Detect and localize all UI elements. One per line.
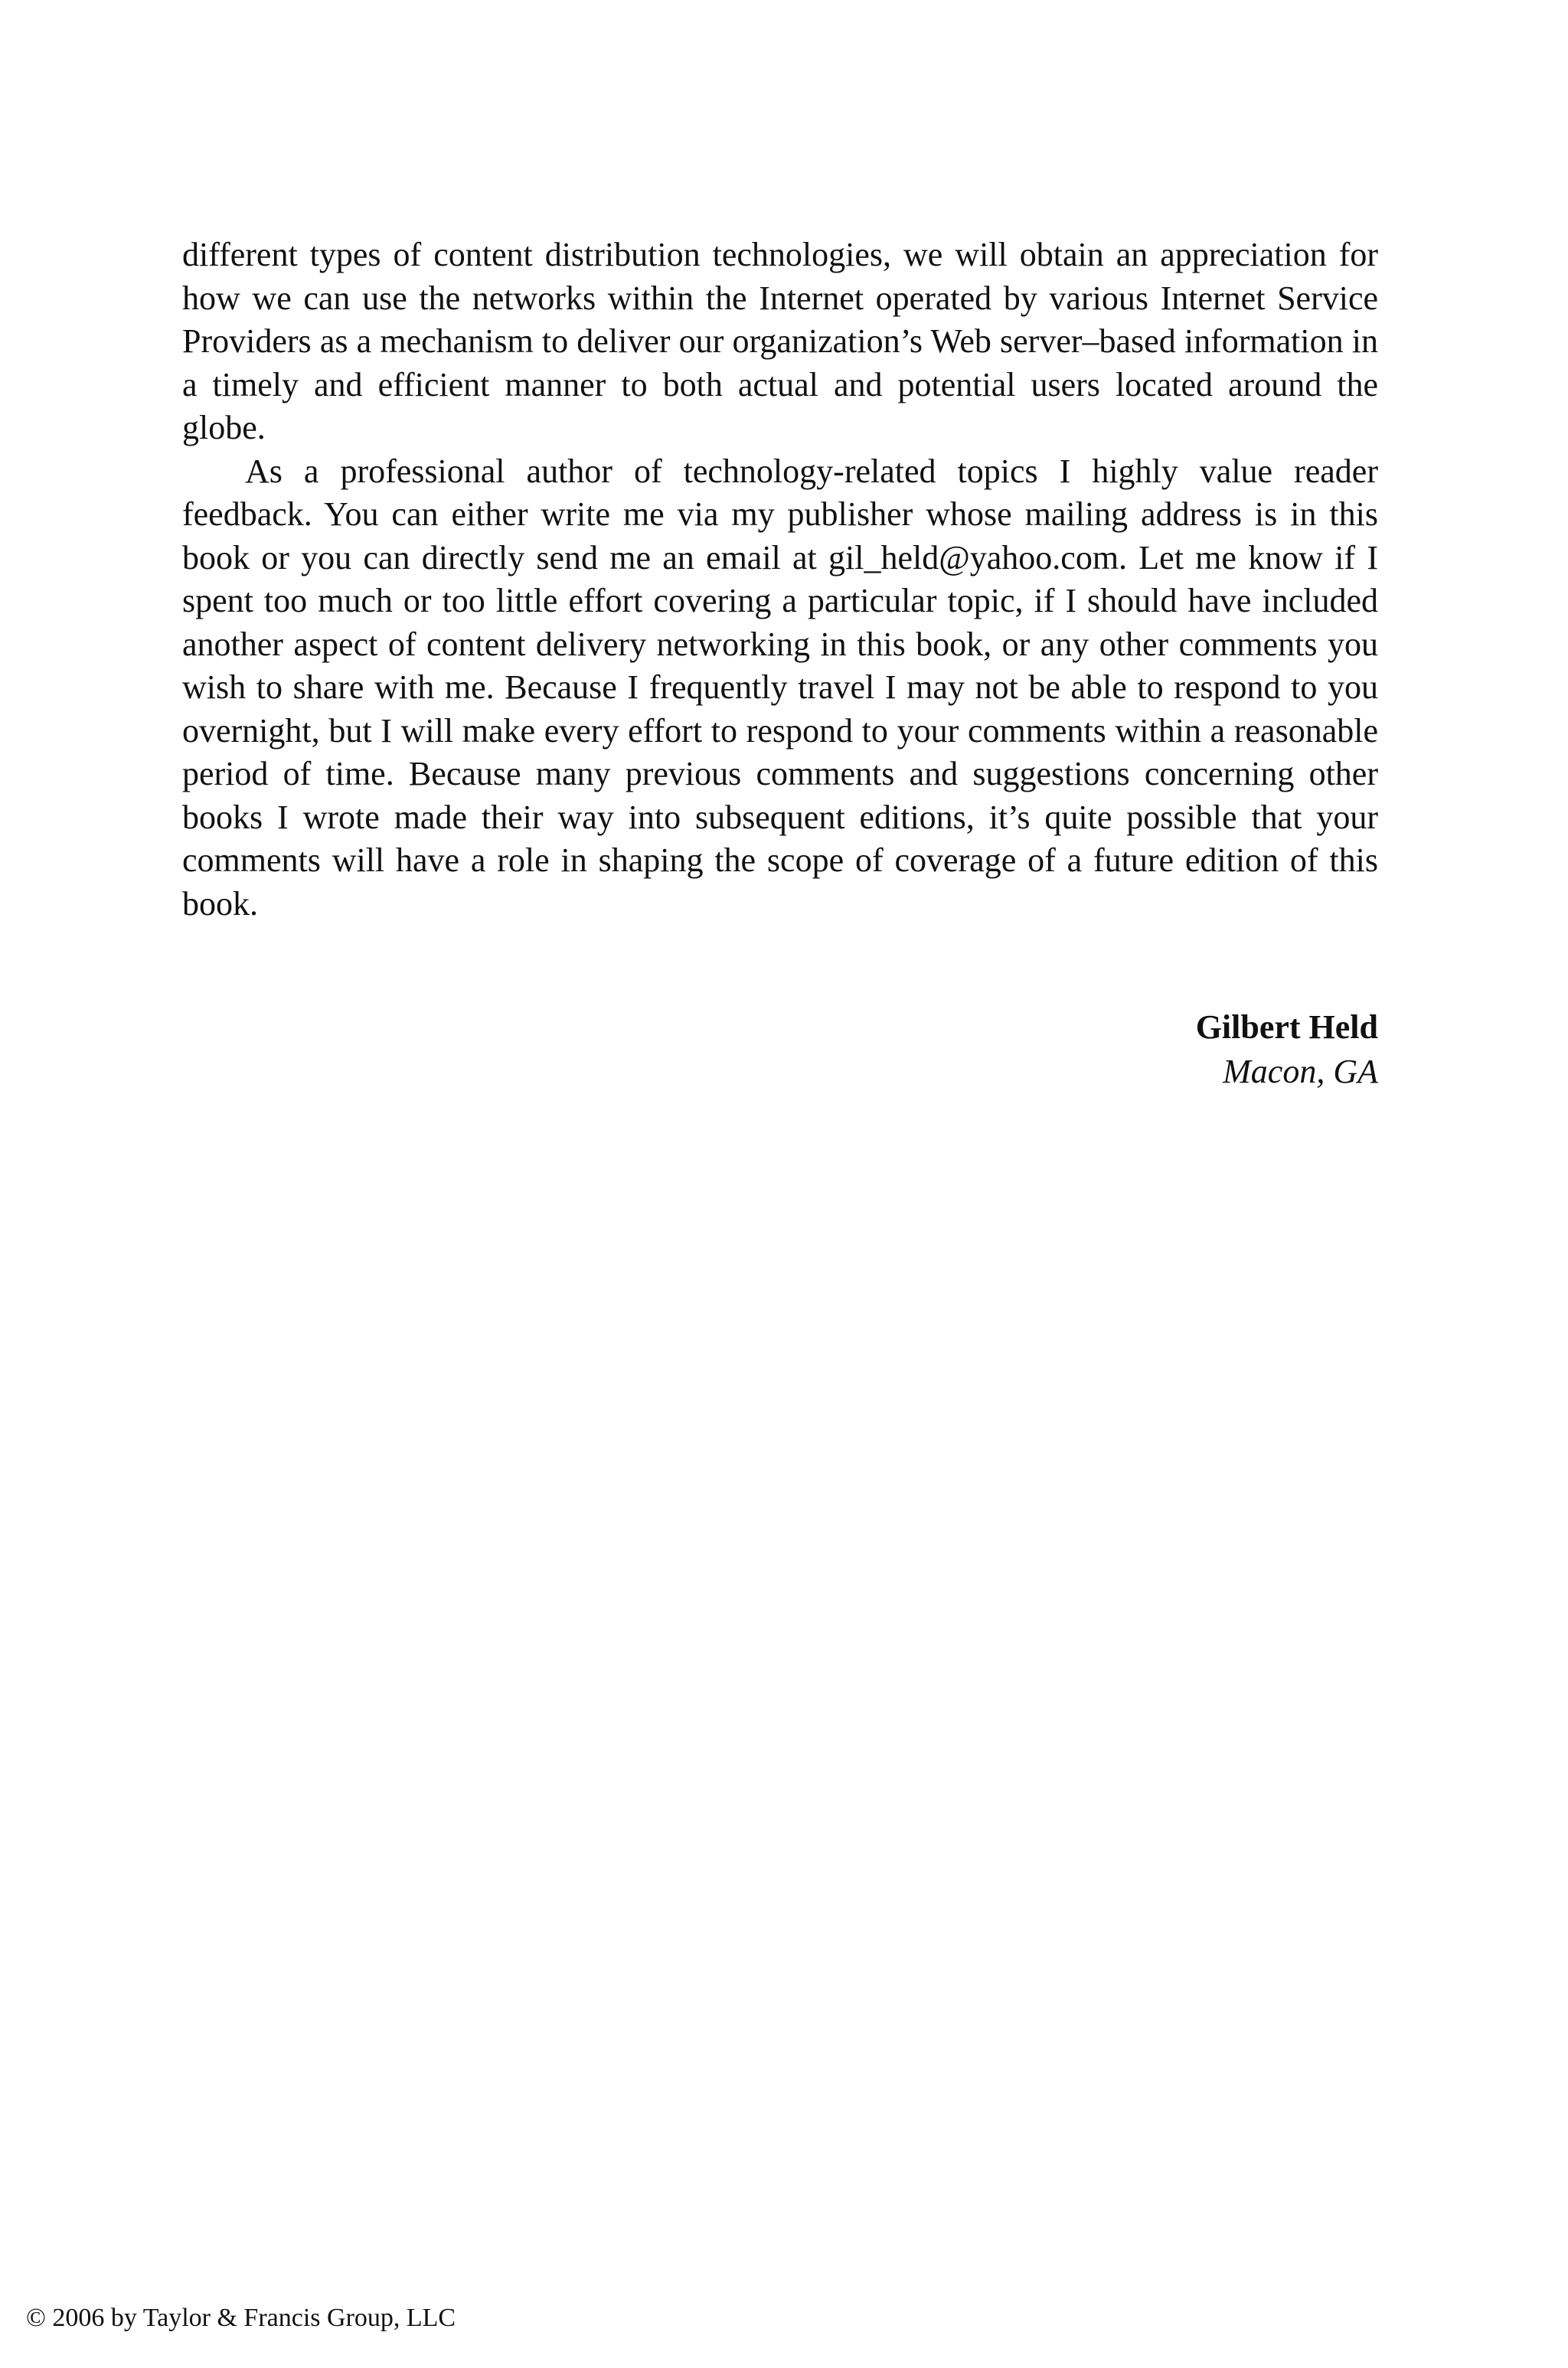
author-name: Gilbert Held <box>1195 1008 1378 1046</box>
signature-block <box>182 1005 1378 1094</box>
copyright-footer: © 2006 by Taylor & Francis Group, LLC <box>26 2304 456 2332</box>
body-text <box>182 234 1378 926</box>
author-location: Macon, GA <box>1223 1053 1378 1090</box>
paragraph-feedback: As a professional author of technology-related topics I highly value reader feedback. You can either write me via my publisher whose mailing address is in this book or you can directly send me an email at gil_held@yahoo.com. Let me know if I spent too much or too little effort covering a particular topic, if I should have included another aspect of content delivery networking in this book, or any other comments you wish to share with me. Because I frequently travel I may not be able to respond to you overnight, but I will make every effort to respond to your comments within a reasonable period of time. Because many previous comments and suggestions concerning other books I wrote made their way into subsequent editions, it’s quite possible that your comments will have a role in shaping the scope of coverage of a future edition of this book. <box>182 452 1378 923</box>
paragraph-continuation: different types of content distribution technologies, we will obtain an appreciation for how we can use the networks within the Internet operated by various Internet Service Providers as a mechanism to deliver our organization’s Web server–based information in a timely and efficient manner to both actual and potential users located around the globe. <box>182 236 1378 446</box>
